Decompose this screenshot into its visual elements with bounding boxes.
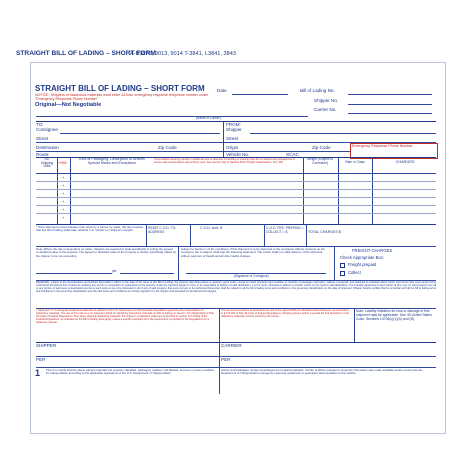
carrier-no-field[interactable] <box>348 113 432 114</box>
shipper-label: Shipper <box>226 127 242 132</box>
freight-prepaid-label: Freight prepaid <box>348 262 377 267</box>
col-hm-header: +HM <box>58 160 67 165</box>
remit-label: REMIT C.O.D. TO: ADDRESS <box>148 226 177 234</box>
shipper-no-label: Shipper No. <box>314 98 339 103</box>
cod-divider-3 <box>264 224 265 246</box>
route-label: Route: <box>36 152 50 157</box>
subject-note: Subject to Section 7 of the conditions, if this shipment is to be delivered to the consignee without recourse on the consignor, the consignor shall sign the following statement: The carrier shall not make delivery of this shipment without payment of freight and all other lawful charges. <box>181 247 325 258</box>
carrier-sign-label: CARRIER <box>221 343 242 348</box>
original-label: Original—Not Negotiable <box>35 102 102 108</box>
footer-right-certification: Carrier acknowledges receipt of packages and required placards. Carrier certifies emergency response information was made available and/or carrier has the Department of Transportation emergency response guidebook or equivalent documentation in the vehicle. <box>221 368 423 376</box>
consignee-field[interactable] <box>60 133 220 134</box>
hazmat-notice: NOTICE: Shippers of hazardous materials must enter 24-hour emergency response telephone number under "Emergency Response Phone Number" <box>35 93 209 102</box>
table-row[interactable] <box>36 197 436 198</box>
form-title: STRAIGHT BILL OF LADING – SHORT FORM <box>35 84 205 93</box>
hazmat-right-note: The format and contents of hazardous item list is the responsibility of individual carriers/shippers, as prescribed in § 172.201 of Title 49 Code of Federal Regulations. Shipping papers and/or a special list and description of all hazardous materials must be carried by the carrier. <box>221 309 349 319</box>
cod-divider-2 <box>190 224 191 246</box>
shipper-sign-label: SHIPPER <box>36 343 57 348</box>
table-row[interactable] <box>36 189 436 190</box>
per-field[interactable] <box>120 273 174 274</box>
hazmat-divider-2 <box>354 308 355 342</box>
cod-divider-4 <box>306 224 307 246</box>
col-charges-header: CHARGES <box>395 160 415 164</box>
table-row[interactable] <box>36 181 436 182</box>
total-charges-label: TOTAL CHARGES $ <box>308 230 341 234</box>
destination-label: Destination <box>36 145 59 150</box>
per-shipper-label: PER <box>36 357 46 362</box>
consignor-signature-caption: (Signature of Consignor) <box>234 274 269 278</box>
bol-no-label: Bill of Lading No. <box>300 88 335 93</box>
collect-checkbox[interactable] <box>340 271 345 276</box>
zip-label-to: Zip Code <box>158 145 177 150</box>
value-note: Note–Where the rate is dependent on value, shippers are required to state specifically in writing the agreed or declared value of the property. The agreed or declared value of the property is hereby specifically stated by the shipper to be not exceeding <box>36 247 177 258</box>
form-strip-title: STRAIGHT BILL OF LADING – SHORT FORM <box>16 50 156 57</box>
zip-label-from: Zip Code <box>312 145 331 150</box>
copy-number: 1 <box>35 368 41 378</box>
row-marker: + <box>62 183 65 188</box>
row-marker: + <box>62 215 65 220</box>
row-marker: + <box>62 199 65 204</box>
to-label: TO: <box>36 122 44 127</box>
consignee-label: Consignee <box>36 127 58 132</box>
received-text: RECEIVED, subject to the classifications and lawfully filed tariffs in effect on the date of the issue of this Bill of Lading, the property described above in apparent good order, except as noted (contents and condition of contents of packages unknown), marked, consigned, and destined as indicated above which said carrier (the word carrier being understood throughout this contract as meaning any person or corporation in possession of the property under the contract) agrees to carry to its usual place of delivery at said destination, if on its route, otherwise to deliver to another carrier on the route to said destination. It is mutually agreed as to each carrier of all or any of, said property over all or any portion of said route to destination and as to each party at any time interested in all or any of said property, that every service to be performed hereunder shall be subject to all the bill of lading terms and conditions in the governing classification on the date of shipment. Shipper hereby certifies that he is familiar with all the bill of lading terms and conditions in the governing classification and the said terms and conditions are hereby agreed to by the shipper and accepted for himself and his assigns. <box>36 281 436 294</box>
header-bottom-line <box>36 173 436 174</box>
per-label: per <box>112 269 117 273</box>
liability-note: Note: Liability limitation for loss or damage in this shipment may be applicable. See 49 United States Code, Sections 14706(c)(1)(A) and (B). <box>356 309 432 321</box>
hazmat-divider-1 <box>219 308 220 342</box>
note-divider-2 <box>334 246 335 280</box>
cod-amt-label: C.O.D. Amt: $ <box>200 226 223 230</box>
footer-left-certification: This is to certify that the above named materials are properly classified, packaged, marked, and labeled, and are in proper condition for transportation according to the applicable regulations of the U.S. Department of Transportation. <box>46 368 215 376</box>
note-divider-1 <box>178 246 179 280</box>
col-units-header: No. Shipping Units <box>40 157 54 169</box>
declared-value-field[interactable] <box>36 273 112 274</box>
water-note: * If the shipment moves between two ports by a carrier by water, the law requires that the bill of lading shall state whether it is "carrier's or shipper's weight". <box>36 225 144 233</box>
vehicle-label: Vehicle No. <box>226 152 250 157</box>
emergency-phone-label: Emergency Response Phone Number <box>352 144 413 148</box>
cod-fee-label: C.O.D. FEE: PREPAID □ COLLECT □ $ <box>266 226 304 234</box>
row-marker: + <box>62 207 65 212</box>
date-field[interactable] <box>232 94 288 95</box>
origin-label: Origin <box>226 145 239 150</box>
name-of-carrier-caption: (Name of Carrier) <box>196 116 221 120</box>
commodities-note: Commodities requiring special or additional care or attention in handling or stowing must be so marked and packaged as to ensure safe transportation with ordinary care. See Section 2(e) of National Motor Freight Classification, Item 360 <box>154 158 296 164</box>
col-weight-header: Weight (Subject to Correction) <box>307 157 333 165</box>
per-carrier-label: PER <box>221 357 231 362</box>
from-label: FROM: <box>226 122 241 127</box>
bol-no-field[interactable] <box>348 94 432 95</box>
sign-divider <box>219 342 220 394</box>
row-marker: + <box>62 175 65 180</box>
scac-label: SCAC <box>286 152 299 157</box>
check-box-label: Check Appropriate Box: <box>340 255 384 260</box>
form-strip-codes: A-B3876, 9013, 9014 T-3841, L3841, 3843 <box>130 51 236 57</box>
carrier-no-label: Carrier No. <box>314 107 337 112</box>
shipper-no-field[interactable] <box>348 104 432 105</box>
date-label: Date <box>217 88 227 93</box>
collect-label: Collect <box>348 270 361 275</box>
shipper-carrier-field[interactable] <box>36 356 436 357</box>
table-row[interactable] <box>36 213 436 214</box>
street-label-from: Street <box>226 136 239 141</box>
street-label-to: Street <box>36 136 49 141</box>
freight-charges-label: FREIGHT CHARGES <box>352 248 393 253</box>
cod-divider-1 <box>146 224 147 246</box>
hazmat-left-note: + Mark with "X" to designate Hazardous Materials as defined in the U.S. Department of Transportation Regulations governing the transportation of hazardous materials. The use of this column is an optional method for identifying hazardous materials on bills of lading per Section 172.201(a)(1)(iii) of Title 49 Code of Federal Regulations. Also when shipping hazardous materials, the shipper's certification statement prescribed in section 172.204(a) of the Federal Regulations, as indicated on the Bill of Lading does apply, unless a specific exception from the requirement is provided in the Regulations for a particular material. <box>36 309 214 325</box>
table-row[interactable] <box>36 205 436 206</box>
row-marker: + <box>62 191 65 196</box>
col-kind-header: Kind of Packaging, Description of Articles Special Marks and Exceptions <box>79 157 145 165</box>
shipper-field[interactable] <box>250 133 436 134</box>
col-rate-header: Rate or Class <box>345 160 365 164</box>
carrier-name-field[interactable] <box>36 116 308 117</box>
freight-prepaid-checkbox[interactable] <box>340 263 345 268</box>
